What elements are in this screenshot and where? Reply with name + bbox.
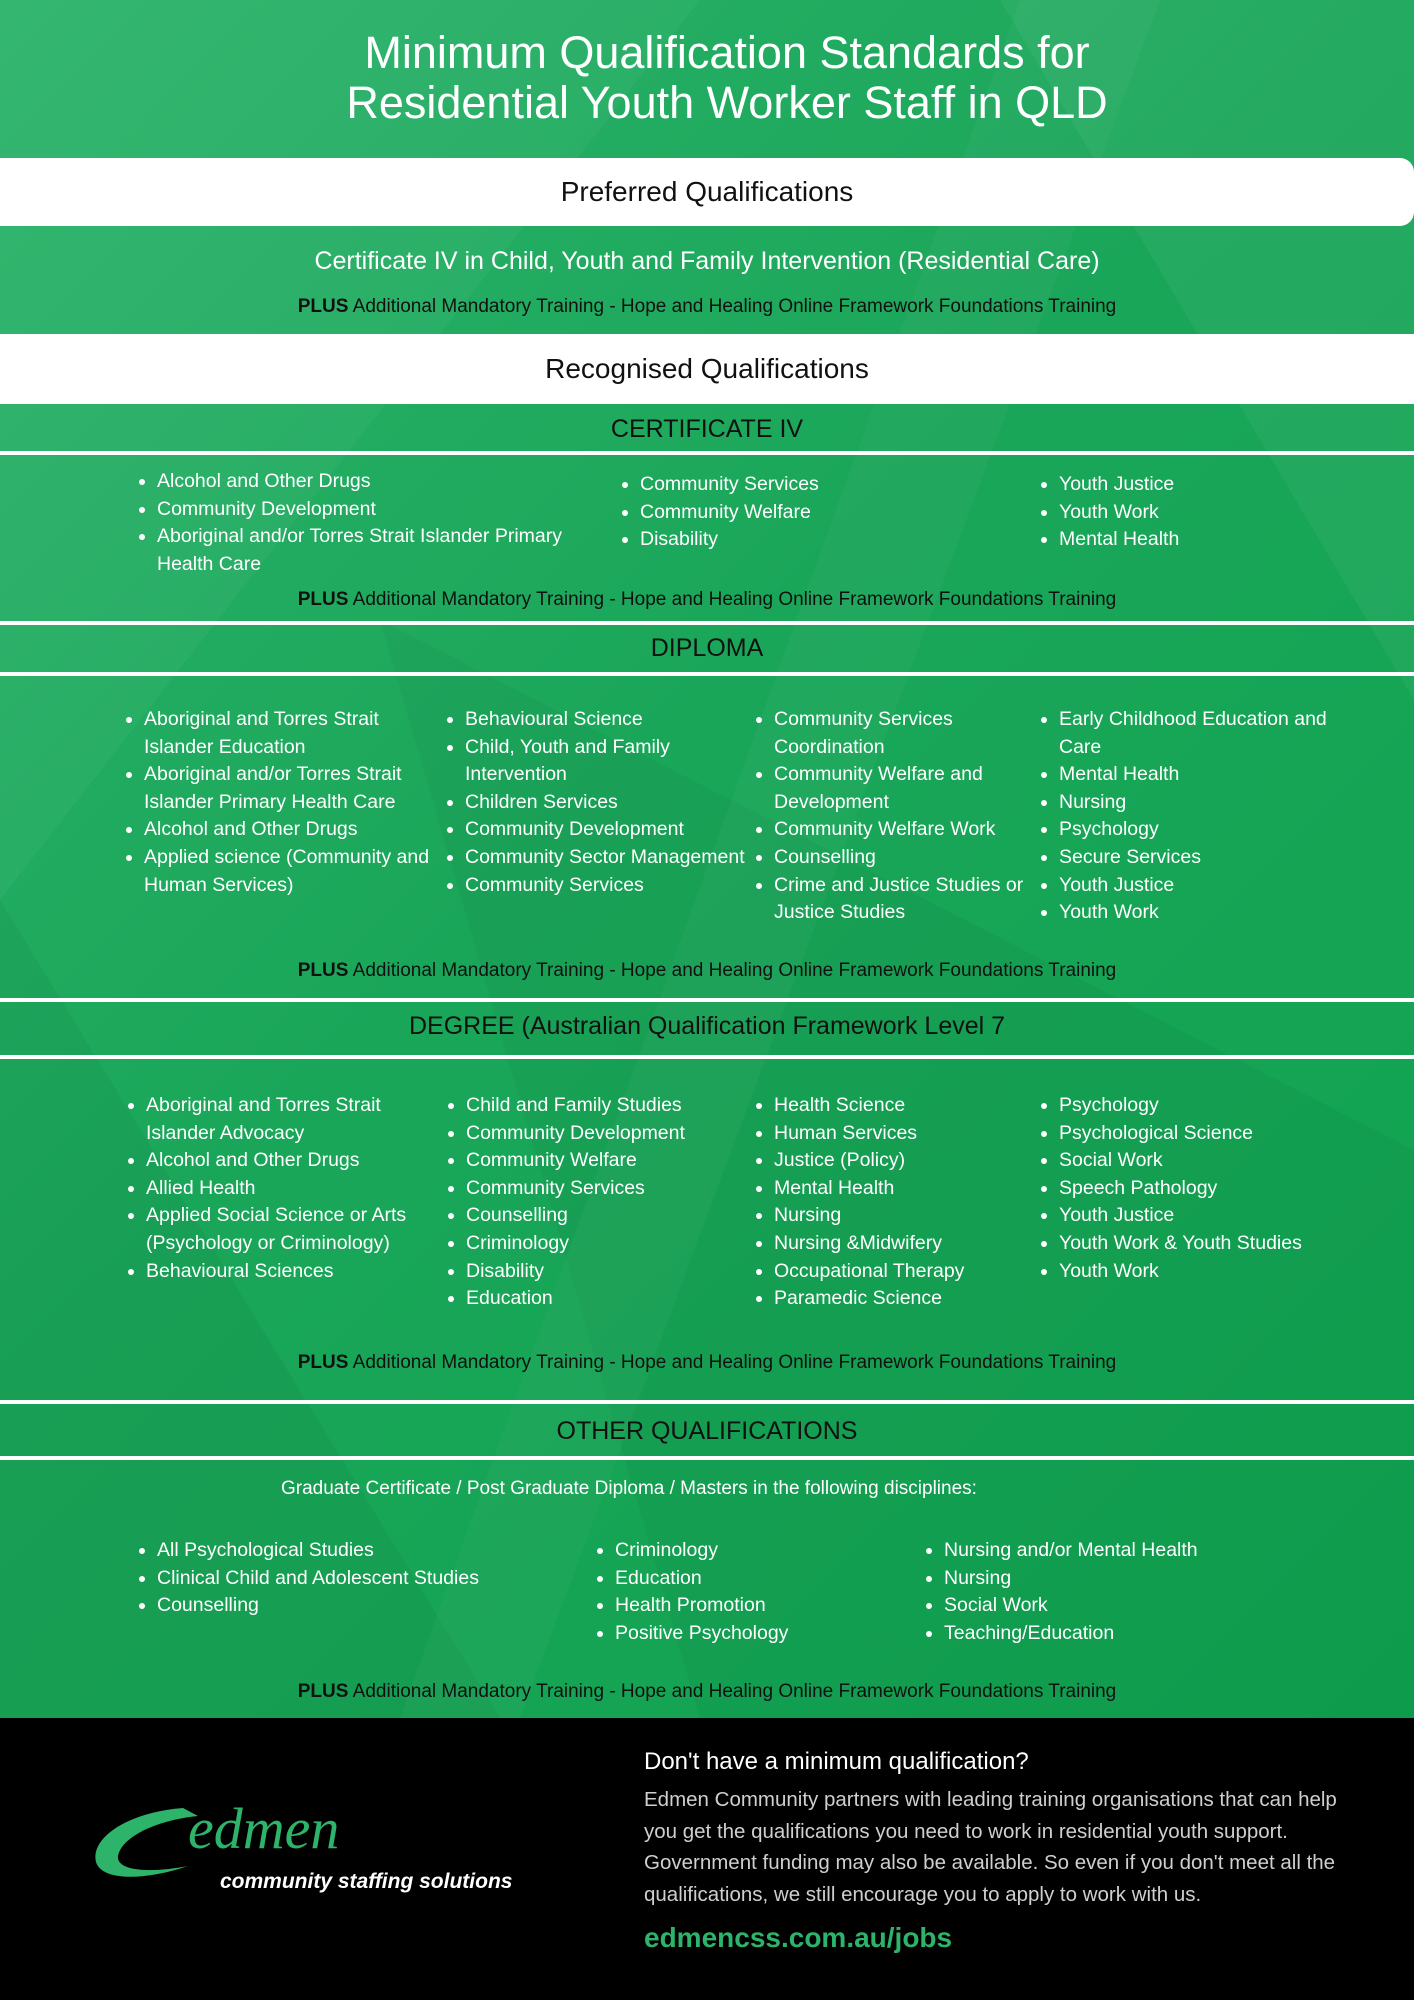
degree-col-1	[124, 1092, 446, 1285]
plus-prefix: PLUS	[297, 1681, 349, 1702]
plus-prefix: PLUS	[297, 1352, 349, 1373]
list-item: • Applied science (Community and Human Services)	[144, 844, 434, 899]
diploma-col-1	[122, 706, 434, 899]
list-item: • Nursing and/or Mental Health	[944, 1537, 1284, 1565]
cert-iv-col-3	[1037, 471, 1379, 554]
plus-text: Additional Mandatory Training - Hope and Healing Online Framework Foundations Training	[348, 1352, 1117, 1373]
list-item: • Psychology	[1059, 816, 1349, 844]
list-item: • Health Promotion	[615, 1592, 915, 1620]
divider	[0, 1456, 1414, 1460]
list-item: • Aboriginal and/or Torres Strait Islander Primary Health Care	[157, 523, 617, 578]
list-item: • Child, Youth and Family Intervention	[465, 734, 765, 789]
list-item: • Youth Work & Youth Studies	[1059, 1230, 1379, 1258]
list-item: • Community Welfare and Development	[774, 761, 1044, 816]
divider	[0, 621, 1414, 625]
page-title-line-2: Residential Youth Worker Staff in QLD	[346, 77, 1108, 128]
list-item: • Youth Justice	[1059, 1202, 1379, 1230]
divider	[0, 998, 1414, 1002]
list-item: • Positive Psychology	[615, 1620, 915, 1648]
list-item: • Education	[466, 1285, 766, 1313]
other-intro: Graduate Certificate / Post Graduate Diploma / Masters in the following disciplines:	[281, 1478, 977, 1499]
divider	[0, 1055, 1414, 1059]
divider	[0, 1400, 1414, 1404]
edmen-logo	[88, 1790, 538, 1910]
list-item: • Education	[615, 1565, 915, 1593]
jobs-link[interactable]: edmencss.com.au/jobs	[644, 1922, 953, 1953]
list-item: • Community Welfare Work	[774, 816, 1044, 844]
list-item: • Clinical Child and Adolescent Studies	[157, 1565, 577, 1593]
list-item: • Social Work	[1059, 1147, 1379, 1175]
list-item: • Criminology	[615, 1537, 915, 1565]
list-item: • Youth Justice	[1059, 471, 1379, 499]
diploma-heading: DIPLOMA	[650, 634, 764, 662]
list-item: • Child and Family Studies	[466, 1092, 766, 1120]
logo-tagline: community staffing solutions	[220, 1870, 513, 1893]
list-item: • Community Welfare	[466, 1147, 766, 1175]
list-item: • Youth Work	[1059, 1258, 1379, 1286]
plus-prefix: PLUS	[297, 296, 349, 317]
list-item: • Psychology	[1059, 1092, 1379, 1120]
diploma-col-3	[752, 706, 1044, 927]
list-item: • Mental Health	[1059, 526, 1379, 554]
list-item: • Community Development	[157, 496, 617, 524]
list-item: • Justice (Policy)	[774, 1147, 1054, 1175]
list-item: • Community Development	[466, 1120, 766, 1148]
list-item: • Aboriginal and Torres Strait Islander Education	[144, 706, 434, 761]
list-item: • Human Services	[774, 1120, 1054, 1148]
other-heading: OTHER QUALIFICATIONS	[556, 1417, 858, 1445]
list-item: • Youth Work	[1059, 499, 1379, 527]
list-item: • Secure Services	[1059, 844, 1349, 872]
plus-text: Additional Mandatory Training - Hope and Healing Online Framework Foundations Training	[348, 296, 1117, 317]
list-item: • Nursing &Midwifery	[774, 1230, 1054, 1258]
degree-heading: DEGREE (Australian Qualification Framework Level 7	[408, 1012, 1006, 1040]
list-item: • Nursing	[944, 1565, 1284, 1593]
other-col-2	[593, 1537, 915, 1647]
list-item: • Counselling	[774, 844, 1044, 872]
list-item: • Applied Social Science or Arts (Psychology or Criminology)	[146, 1202, 446, 1257]
cert-iv-heading: CERTIFICATE IV	[610, 415, 804, 443]
degree-col-4	[1037, 1092, 1379, 1285]
logo-word: edmen	[188, 1796, 340, 1861]
list-item: • Occupational Therapy	[774, 1258, 1054, 1286]
preferred-plus-line	[0, 296, 1414, 318]
page-title-line-1: Minimum Qualification Standards for	[364, 27, 1090, 78]
other-col-1	[135, 1537, 577, 1620]
plus-text: Additional Mandatory Training - Hope and Healing Online Framework Foundations Training	[348, 1681, 1117, 1702]
degree-plus-line	[0, 1352, 1414, 1374]
list-item: • Community Sector Management	[465, 844, 765, 872]
list-item: • Allied Health	[146, 1175, 446, 1203]
cert-iv-plus-line	[0, 589, 1414, 611]
list-item: • Behavioural Science	[465, 706, 765, 734]
diploma-plus-line	[0, 960, 1414, 982]
list-item: • Alcohol and Other Drugs	[157, 468, 617, 496]
list-item: • Nursing	[774, 1202, 1054, 1230]
list-item: • Youth Justice	[1059, 872, 1349, 900]
list-item: • Community Services	[465, 872, 765, 900]
other-plus-line	[0, 1681, 1414, 1703]
plus-prefix: PLUS	[297, 589, 349, 610]
plus-text: Additional Mandatory Training - Hope and Healing Online Framework Foundations Training	[348, 960, 1117, 981]
preferred-heading: Preferred Qualifications	[0, 158, 1414, 226]
list-item: • Community Development	[465, 816, 765, 844]
list-item: • Aboriginal and/or Torres Strait Islander Primary Health Care	[144, 761, 434, 816]
list-item: • Community Services Coordination	[774, 706, 1044, 761]
diploma-col-4	[1037, 706, 1349, 927]
list-item: • Health Science	[774, 1092, 1054, 1120]
list-item: • Youth Work	[1059, 899, 1349, 927]
plus-text: Additional Mandatory Training - Hope and Healing Online Framework Foundations Training	[348, 589, 1117, 610]
other-col-3	[922, 1537, 1284, 1647]
degree-col-2	[444, 1092, 766, 1313]
list-item: • Community Services	[640, 471, 1000, 499]
cta-title: Don't have a minimum qualification?	[644, 1748, 1029, 1775]
divider	[0, 672, 1414, 676]
page-title	[0, 28, 1414, 128]
list-item: • Early Childhood Education and Care	[1059, 706, 1349, 761]
diploma-col-2	[443, 706, 765, 899]
list-item: • Mental Health	[774, 1175, 1054, 1203]
list-item: • Teaching/Education	[944, 1620, 1284, 1648]
list-item: • Counselling	[466, 1202, 766, 1230]
list-item: • Community Welfare	[640, 499, 1000, 527]
recognised-heading: Recognised Qualifications	[0, 334, 1414, 404]
list-item: • Behavioural Sciences	[146, 1258, 446, 1286]
list-item: • Children Services	[465, 789, 765, 817]
list-item: • Alcohol and Other Drugs	[144, 816, 434, 844]
list-item: • Aboriginal and Torres Strait Islander Advocacy	[146, 1092, 446, 1147]
cert-iv-col-1	[135, 468, 617, 578]
logo-swoosh	[95, 1808, 198, 1877]
list-item: • Paramedic Science	[774, 1285, 1054, 1313]
list-item: • Speech Pathology	[1059, 1175, 1379, 1203]
list-item: • Nursing	[1059, 789, 1349, 817]
list-item: • Counselling	[157, 1592, 577, 1620]
list-item: • Psychological Science	[1059, 1120, 1379, 1148]
degree-col-3	[752, 1092, 1054, 1313]
list-item: • Alcohol and Other Drugs	[146, 1147, 446, 1175]
plus-prefix: PLUS	[297, 960, 349, 981]
list-item: • Crime and Justice Studies or Justice Studies	[774, 872, 1044, 927]
list-item: • Mental Health	[1059, 761, 1349, 789]
cta-body: Edmen Community partners with leading training organisations that can help you get the qualifications you need to work in residential youth support. Government funding may also be available. So even if you don't meet all the qualifications, we still encourage you to apply to work with us.	[644, 1788, 1337, 1906]
list-item: • Community Services	[466, 1175, 766, 1203]
list-item: • Disability	[640, 526, 1000, 554]
list-item: • Disability	[466, 1258, 766, 1286]
divider	[0, 451, 1414, 455]
preferred-qualification: Certificate IV in Child, Youth and Family Intervention (Residential Care)	[314, 247, 1100, 275]
list-item: • All Psychological Studies	[157, 1537, 577, 1565]
list-item: • Social Work	[944, 1592, 1284, 1620]
list-item: • Criminology	[466, 1230, 766, 1258]
cert-iv-col-2	[618, 471, 1000, 554]
